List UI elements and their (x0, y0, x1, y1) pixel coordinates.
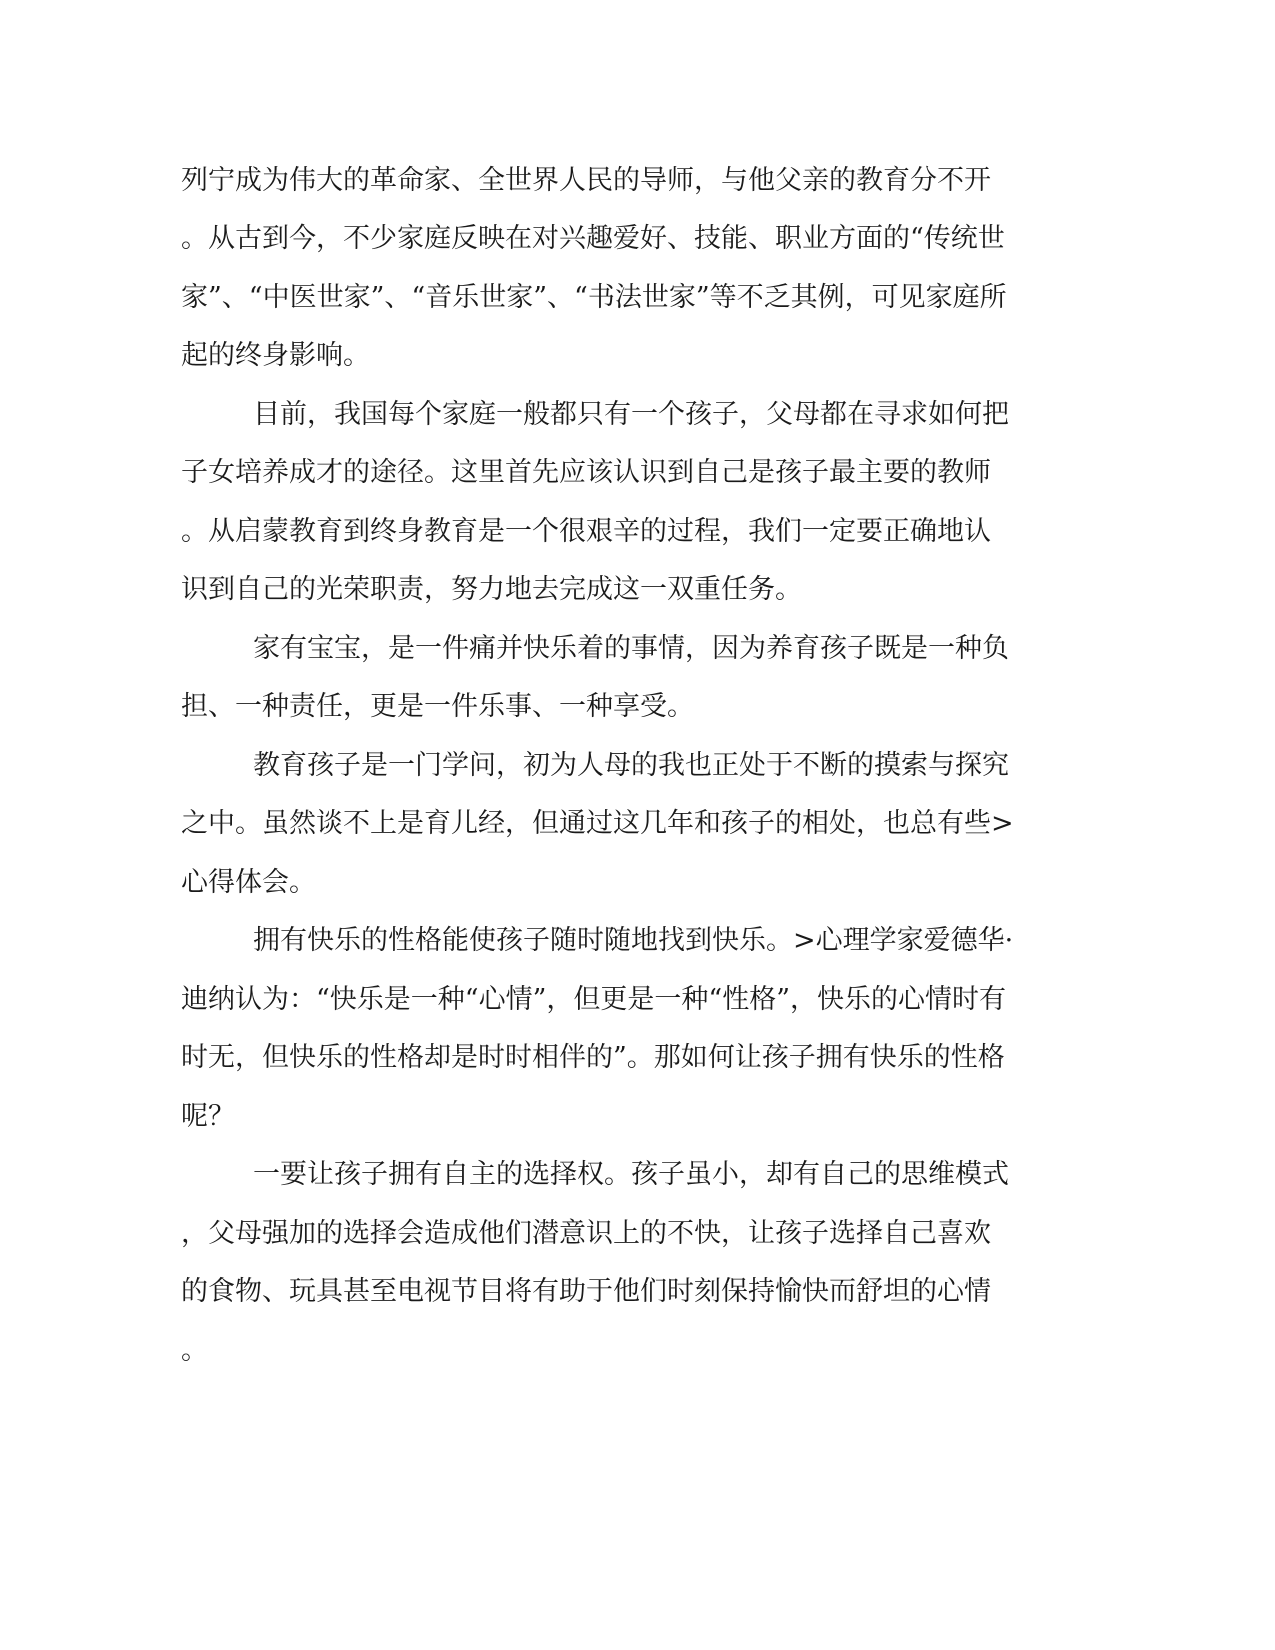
text-line: ，父母强加的选择会造成他们潜意识上的不快，让孩子选择自己喜欢 (181, 1218, 991, 1249)
text-line: 呢？ (181, 1101, 235, 1132)
text-line: 列宁成为伟大的革命家、全世界人民的导师，与他父亲的教育分不开 (181, 165, 991, 196)
text-line: 心得体会。 (181, 867, 316, 898)
text-line: 。从启蒙教育到终身教育是一个很艰辛的过程，我们一定要正确地认 (181, 516, 991, 547)
text-line: 的食物、玩具甚至电视节目将有助于他们时刻保持愉快而舒坦的心情 (181, 1276, 991, 1307)
text-line: 担、一种责任，更是一件乐事、一种享受。 (181, 691, 694, 722)
text-line: 一要让孩子拥有自主的选择权。孩子虽小，却有自己的思维模式 (253, 1159, 1009, 1190)
text-line: 家”、“中医世家”、“音乐世家”、“书法世家”等不乏其例，可见家庭所 (181, 282, 1007, 313)
text-line: 。从古到今，不少家庭反映在对兴趣爱好、技能、职业方面的“传统世 (181, 223, 1005, 254)
text-line: 之中。虽然谈不上是育儿经，但通过这几年和孩子的相处，也总有些> (181, 808, 1014, 839)
text-line: 识到自己的光荣职责，努力地去完成这一双重任务。 (181, 574, 802, 605)
text-line: 子女培养成才的途径。这里首先应该认识到自己是孩子最主要的教师 (181, 457, 991, 488)
text-line: 起的终身影响。 (181, 340, 370, 371)
text-line: 目前，我国每个家庭一般都只有一个孩子，父母都在寻求如何把 (253, 399, 1009, 430)
text-line: 迪纳认为：“快乐是一种“心情”，但更是一种“性格”，快乐的心情时有 (181, 984, 1007, 1015)
text-line: 教育孩子是一门学问，初为人母的我也正处于不断的摸索与探究 (253, 750, 1009, 781)
text-line: 家有宝宝，是一件痛并快乐着的事情，因为养育孩子既是一种负 (253, 633, 1009, 664)
text-line: 拥有快乐的性格能使孩子随时随地找到快乐。>心理学家爱德华· (253, 925, 1014, 956)
text-line: 。 (181, 1335, 208, 1366)
text-line: 时无，但快乐的性格却是时时相伴的”。那如何让孩子拥有快乐的性格 (181, 1042, 1005, 1073)
